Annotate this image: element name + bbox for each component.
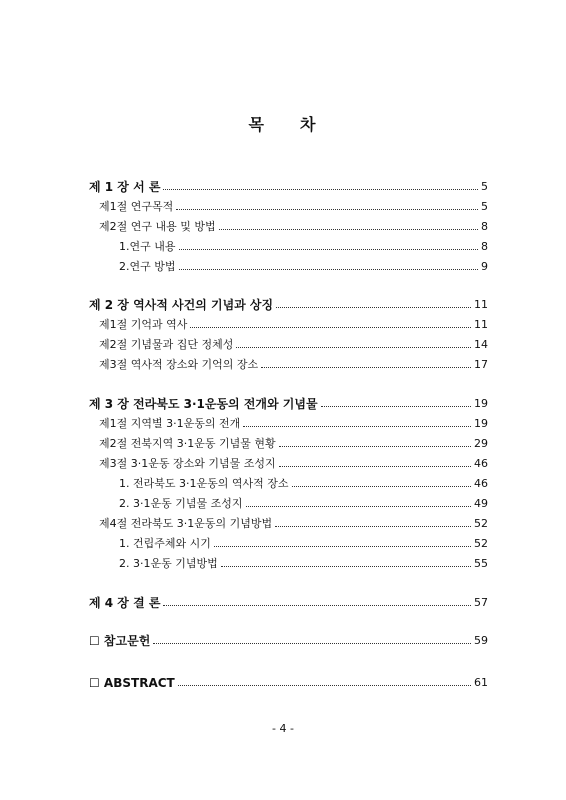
toc-chapter-3 <box>0 393 566 411</box>
toc-page-number: 29 <box>474 437 488 450</box>
toc-page-number: 17 <box>474 358 488 371</box>
toc-chapter-4 <box>0 592 566 610</box>
dot-leader <box>243 426 471 427</box>
toc-label: ☐ 참고문헌 <box>89 634 151 648</box>
toc-chapter-1 <box>0 176 566 194</box>
toc-label: 1. 건립주체와 시기 <box>119 537 211 550</box>
toc-label: ☐ ABSTRACT <box>89 676 175 690</box>
toc-label: 제 4 장 결 론 <box>89 596 161 610</box>
dot-leader <box>179 249 479 250</box>
dot-leader <box>176 209 478 210</box>
page-title <box>0 112 566 135</box>
toc-subsection-1-2-1 <box>0 236 566 254</box>
toc-section-3-4 <box>0 513 566 531</box>
toc-page-number: 19 <box>474 397 488 410</box>
dot-leader <box>214 546 471 547</box>
toc-page-number: 55 <box>474 557 488 570</box>
toc-label: 1.연구 내용 <box>119 240 176 253</box>
dot-leader <box>292 486 472 487</box>
toc-label: 제1절 기억과 역사 <box>99 318 188 331</box>
toc-page-number: 52 <box>474 517 488 530</box>
toc-page-number: 9 <box>481 260 488 273</box>
toc-page-number: 57 <box>474 596 488 609</box>
toc-label: 제4절 전라북도 3·1운동의 기념방법 <box>99 517 273 530</box>
title-right: 차 <box>300 115 318 134</box>
toc-page-number: 19 <box>474 417 488 430</box>
dot-leader <box>236 347 471 348</box>
toc-page-number: 46 <box>474 457 488 470</box>
toc-section-3-1 <box>0 413 566 431</box>
toc-page-number: 46 <box>474 477 488 490</box>
toc-label: 제2절 연구 내용 및 방법 <box>99 220 216 233</box>
toc-label: 2. 3·1운동 기념방법 <box>119 557 218 570</box>
dot-leader <box>261 367 471 368</box>
toc-page-number: 52 <box>474 537 488 550</box>
toc-page-number: 8 <box>481 220 488 233</box>
dot-leader <box>279 466 471 467</box>
toc-label: 제1절 연구목적 <box>99 200 174 213</box>
toc-label: 제 3 장 전라북도 3·1운동의 전개와 기념물 <box>89 397 318 411</box>
toc-page-number: 11 <box>474 298 488 311</box>
toc-label: 제 1 장 서 론 <box>89 180 161 194</box>
dot-leader <box>275 526 471 527</box>
toc-page-number: 8 <box>481 240 488 253</box>
toc-section-1-2 <box>0 216 566 234</box>
toc-section-2-1 <box>0 314 566 332</box>
title-left: 목 <box>248 115 266 134</box>
toc-label: 제3절 역사적 장소와 기억의 장소 <box>99 358 259 371</box>
dot-leader <box>321 406 471 407</box>
toc-references <box>0 630 566 648</box>
dot-leader <box>219 229 478 230</box>
toc-label: 1. 전라북도 3·1운동의 역사적 장소 <box>119 477 289 490</box>
toc-section-3-3 <box>0 453 566 471</box>
toc-subsection-3-4-2 <box>0 553 566 571</box>
dot-leader <box>279 446 471 447</box>
dot-leader <box>163 189 478 190</box>
toc-subsection-3-3-2 <box>0 493 566 511</box>
toc-page-number: 14 <box>474 338 488 351</box>
toc-page-number: 5 <box>481 200 488 213</box>
toc-label: 제2절 기념물과 집단 정체성 <box>99 338 234 351</box>
toc-label: 제2절 전북지역 3·1운동 기념물 현황 <box>99 437 276 450</box>
toc-label: 제1절 지역별 3·1운동의 전개 <box>99 417 241 430</box>
toc-page-number: 11 <box>474 318 488 331</box>
dot-leader <box>178 685 471 686</box>
toc-label: 제 2 장 역사적 사건의 기념과 상징 <box>89 298 274 312</box>
toc-page-number: 59 <box>474 634 488 647</box>
toc-label: 2.연구 방법 <box>119 260 176 273</box>
toc-section-3-2 <box>0 433 566 451</box>
toc-section-1-1 <box>0 196 566 214</box>
dot-leader <box>221 566 471 567</box>
toc-section-2-2 <box>0 334 566 352</box>
toc-label: 2. 3·1운동 기념물 조성지 <box>119 497 243 510</box>
toc-section-2-3 <box>0 354 566 372</box>
dot-leader <box>190 327 471 328</box>
dot-leader <box>276 307 471 308</box>
page-number-footer: - 4 - <box>272 722 294 735</box>
toc-subsection-3-3-1 <box>0 473 566 491</box>
toc-page-number: 5 <box>481 180 488 193</box>
toc-subsection-3-4-1 <box>0 533 566 551</box>
toc-label: 제3절 3·1운동 장소와 기념물 조성지 <box>99 457 276 470</box>
toc-page-number: 49 <box>474 497 488 510</box>
toc-subsection-1-2-2 <box>0 256 566 274</box>
dot-leader <box>153 643 471 644</box>
dot-leader <box>246 506 472 507</box>
toc-chapter-2 <box>0 294 566 312</box>
toc-page-number: 61 <box>474 676 488 689</box>
dot-leader <box>163 605 471 606</box>
toc-abstract <box>0 672 566 690</box>
dot-leader <box>179 269 479 270</box>
